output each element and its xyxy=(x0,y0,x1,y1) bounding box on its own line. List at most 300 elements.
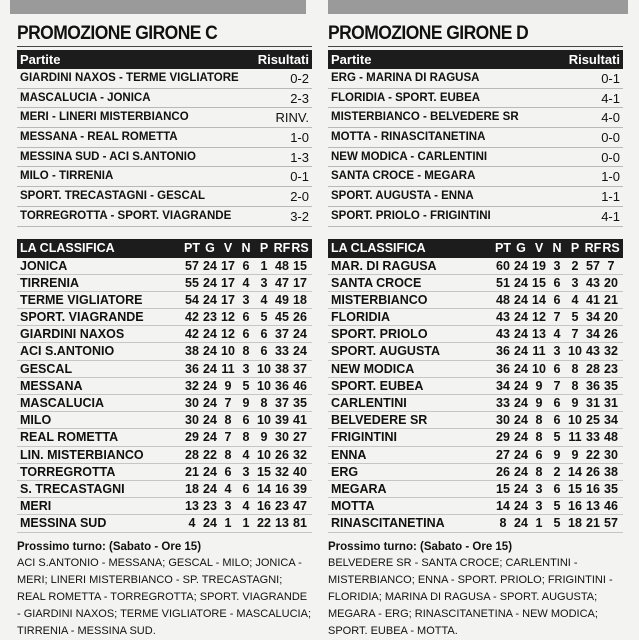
stat-n: 3 xyxy=(242,361,250,376)
stat-p: 9 xyxy=(571,447,579,462)
stat-p: 6 xyxy=(260,344,268,359)
stat-n: 6 xyxy=(553,481,561,496)
stat-rs: 32 xyxy=(604,344,618,359)
stat-n: 6 xyxy=(242,310,250,325)
match-score: 1-0 xyxy=(290,130,309,146)
column-header-p: P xyxy=(259,241,269,255)
stat-g: 24 xyxy=(203,413,217,428)
stat-rf: 16 xyxy=(275,481,289,496)
stat-g: 24 xyxy=(203,258,217,273)
stat-v: 9 xyxy=(224,378,232,393)
stat-g: 24 xyxy=(203,481,217,496)
stat-v: 10 xyxy=(221,344,235,359)
column-header-n: N xyxy=(241,241,251,255)
girone-c-panel xyxy=(17,22,312,640)
team-name: S. TRECASTAGNI xyxy=(20,481,125,496)
stat-rf: 33 xyxy=(586,430,600,445)
stat-pt: 30 xyxy=(496,413,510,428)
stat-v: 17 xyxy=(221,258,235,273)
stat-g: 24 xyxy=(514,413,528,428)
results-list xyxy=(17,69,312,227)
stat-n: 3 xyxy=(553,258,561,273)
match-score: 1-0 xyxy=(601,169,620,185)
stat-pt: 54 xyxy=(185,292,199,307)
stat-rf: 31 xyxy=(586,396,600,410)
stat-rs: 7 xyxy=(607,258,615,273)
stat-p: 8 xyxy=(571,361,579,376)
team-name: LIN. MISTERBIANCO xyxy=(20,447,144,462)
stat-v: 12 xyxy=(221,327,235,342)
column-header-g: G xyxy=(516,241,526,255)
standings-row xyxy=(328,395,623,412)
stat-g: 24 xyxy=(514,430,528,445)
stat-pt: 55 xyxy=(185,275,199,290)
standings-row xyxy=(17,258,312,275)
stat-pt: 34 xyxy=(496,378,510,393)
stat-g: 24 xyxy=(514,361,528,376)
stat-v: 12 xyxy=(221,310,235,325)
stat-p: 7 xyxy=(571,327,579,342)
stat-n: 6 xyxy=(242,481,250,496)
stat-rs: 35 xyxy=(293,396,307,410)
stat-v: 7 xyxy=(224,396,232,410)
standings-row xyxy=(328,343,623,360)
stat-pt: 51 xyxy=(496,275,510,290)
team-name: FRIGINTINI xyxy=(331,430,397,445)
standings-row xyxy=(17,412,312,429)
team-name: SPORT. PRIOLO xyxy=(331,327,428,342)
stat-pt: 36 xyxy=(496,361,510,376)
stat-v: 13 xyxy=(532,327,546,342)
stat-p: 5 xyxy=(571,310,579,325)
stat-p: 8 xyxy=(571,378,579,393)
stat-n: 2 xyxy=(553,464,561,479)
stat-rs: 23 xyxy=(604,361,618,376)
stat-pt: 33 xyxy=(496,396,510,410)
stat-rf: 26 xyxy=(275,447,289,462)
stat-p: 4 xyxy=(571,292,579,307)
stat-rs: 48 xyxy=(604,430,618,445)
next-round-label: Prossimo turno: (Sabato - Ore 15) xyxy=(328,540,513,553)
stat-p: 4 xyxy=(260,292,268,307)
stat-p: 9 xyxy=(571,396,579,410)
match-name: GIARDINI NAXOS - TERME VIGLIATORE xyxy=(20,72,239,84)
standings-row xyxy=(17,309,312,326)
stat-v: 4 xyxy=(224,481,232,496)
stat-g: 22 xyxy=(203,447,217,462)
stat-g: 24 xyxy=(514,292,528,307)
team-name: REAL ROMETTA xyxy=(20,430,119,445)
match-name: SPORT. AUGUSTA - ENNA xyxy=(331,190,474,203)
results-list xyxy=(328,69,623,227)
stat-rs: 26 xyxy=(604,327,618,342)
result-row xyxy=(17,108,312,128)
stat-rf: 23 xyxy=(275,499,289,514)
result-row xyxy=(17,187,312,207)
team-name: MERI xyxy=(20,499,52,514)
stat-g: 24 xyxy=(203,464,217,479)
standings-row xyxy=(328,326,623,343)
result-row xyxy=(328,207,623,227)
stat-rs: 31 xyxy=(604,396,618,410)
team-name: ACI S.ANTONIO xyxy=(20,344,115,359)
stat-n: 4 xyxy=(553,327,561,342)
standings-row xyxy=(17,515,312,532)
match-score: 4-1 xyxy=(601,208,620,224)
match-score: 1-1 xyxy=(601,189,620,205)
team-name: MEGARA xyxy=(331,481,387,496)
stat-rf: 16 xyxy=(586,481,600,496)
stat-p: 16 xyxy=(257,499,271,514)
match-name: MESSANA - REAL ROMETTA xyxy=(20,131,178,144)
stat-rf: 34 xyxy=(586,327,600,342)
stat-n: 6 xyxy=(553,396,561,410)
stat-rf: 48 xyxy=(275,258,289,273)
stat-rs: 20 xyxy=(604,310,618,325)
stat-g: 24 xyxy=(514,378,528,393)
stat-rf: 30 xyxy=(275,430,289,445)
stat-rs: 57 xyxy=(604,516,618,531)
team-name: ENNA xyxy=(331,447,367,462)
stat-v: 11 xyxy=(532,344,546,359)
column-header-rs: RS xyxy=(291,241,309,255)
result-row xyxy=(328,108,623,128)
stat-rs: 34 xyxy=(604,413,618,428)
standings-title: LA CLASSIFICA xyxy=(20,241,115,255)
result-row xyxy=(328,148,623,168)
stat-n: 8 xyxy=(242,430,250,445)
stat-v: 3 xyxy=(224,499,232,514)
section-title: PROMOZIONE GIRONE C xyxy=(17,23,218,44)
stat-p: 11 xyxy=(568,430,582,445)
stat-n: 3 xyxy=(242,292,250,307)
stat-rf: 38 xyxy=(275,361,289,376)
stat-rs: 17 xyxy=(293,275,307,290)
stat-v: 7 xyxy=(224,430,232,445)
stat-rs: 18 xyxy=(293,292,307,307)
column-header-g: G xyxy=(205,241,215,255)
stat-v: 8 xyxy=(535,464,543,479)
team-name: SPORT. AUGUSTA xyxy=(331,344,441,359)
match-name: MERI - LINERI MISTERBIANCO xyxy=(20,111,189,124)
stat-pt: 27 xyxy=(496,447,510,462)
stat-rf: 43 xyxy=(586,275,600,290)
standings-title: LA CLASSIFICA xyxy=(331,241,426,255)
stat-pt: 43 xyxy=(496,327,510,342)
standings-header xyxy=(328,239,623,258)
stat-rs: 35 xyxy=(604,481,618,496)
top-bar-left xyxy=(10,0,306,14)
stat-rs: 47 xyxy=(293,499,307,514)
stat-rs: 35 xyxy=(604,378,618,393)
stat-n: 3 xyxy=(242,464,250,479)
stat-v: 14 xyxy=(532,292,546,307)
match-name: MASCALUCIA - JONICA xyxy=(20,91,151,104)
stat-rf: 33 xyxy=(275,344,289,359)
stat-n: 6 xyxy=(553,361,561,376)
team-name: TERME VIGLIATORE xyxy=(20,292,143,307)
stat-rf: 39 xyxy=(275,413,289,428)
stat-rf: 47 xyxy=(275,275,289,290)
standings-header xyxy=(17,239,312,258)
stat-v: 6 xyxy=(224,464,232,479)
standings-row xyxy=(328,361,623,378)
stat-pt: 13 xyxy=(185,499,199,514)
standings-row xyxy=(328,515,623,532)
result-row xyxy=(328,128,623,148)
stat-rf: 13 xyxy=(275,516,289,531)
match-score: 0-0 xyxy=(601,149,620,165)
stat-pt: 29 xyxy=(185,430,199,445)
match-name: SANTA CROCE - MEGARA xyxy=(331,170,476,183)
stat-v: 17 xyxy=(221,275,235,290)
stat-rf: 36 xyxy=(275,378,289,393)
stat-pt: 38 xyxy=(185,344,199,359)
stat-n: 4 xyxy=(242,447,250,462)
stat-pt: 32 xyxy=(185,378,199,393)
girone-d-panel xyxy=(328,22,623,640)
stat-g: 24 xyxy=(514,327,528,342)
result-row xyxy=(17,207,312,227)
stat-v: 17 xyxy=(221,292,235,307)
match-name: SPORT. TRECASTAGNI - GESCAL xyxy=(20,190,206,203)
team-name: MASCALUCIA xyxy=(20,396,105,410)
stat-rs: 21 xyxy=(604,292,618,307)
standings-row xyxy=(328,258,623,275)
team-name: ERG xyxy=(331,464,359,479)
results-column-header: Risultati xyxy=(257,52,309,67)
stat-p: 10 xyxy=(257,378,271,393)
stat-pt: 57 xyxy=(185,258,199,273)
standings-row xyxy=(328,429,623,446)
team-name: GIARDINI NAXOS xyxy=(20,327,125,342)
stat-rs: 15 xyxy=(293,258,307,273)
matches-column-header: Partite xyxy=(20,52,61,67)
stat-n: 6 xyxy=(242,258,250,273)
stat-g: 24 xyxy=(514,447,528,462)
stat-p: 8 xyxy=(260,396,268,410)
next-round-text: ACI S.ANTONIO - MESSANA; GESCAL - MILO; JONICA - MERI; LINERI MISTERBIANCO - SP. TRECASTAGNI; REAL ROMETTA - TORREGROTTA; SPORT. VIAGRANDE - GIARDINI NAXOS; TERME VIGLIATORE - MASCALUCIA; TIRRENIA - MESSINA SUD. xyxy=(17,556,311,637)
stat-v: 3 xyxy=(535,499,543,514)
stat-n: 4 xyxy=(242,275,250,290)
stat-rs: 46 xyxy=(293,378,307,393)
stat-g: 24 xyxy=(203,516,217,531)
stat-p: 15 xyxy=(568,481,582,496)
stat-pt: 60 xyxy=(496,258,510,273)
stat-rf: 25 xyxy=(586,413,600,428)
stat-p: 10 xyxy=(568,413,582,428)
stat-pt: 15 xyxy=(496,481,510,496)
stat-p: 10 xyxy=(257,413,271,428)
stat-rs: 38 xyxy=(604,464,618,479)
stat-n: 4 xyxy=(242,499,250,514)
stat-rs: 41 xyxy=(293,413,307,428)
stat-g: 24 xyxy=(203,361,217,376)
match-score: 2-0 xyxy=(290,189,309,205)
stat-n: 9 xyxy=(242,396,250,410)
match-score: 1-3 xyxy=(290,149,309,165)
standings-row xyxy=(328,498,623,515)
standings-row xyxy=(17,361,312,378)
team-name: NEW MODICA xyxy=(331,361,415,376)
result-row xyxy=(17,167,312,187)
stat-g: 24 xyxy=(514,481,528,496)
stat-v: 8 xyxy=(224,413,232,428)
standings-row xyxy=(328,447,623,464)
column-header-n: N xyxy=(552,241,562,255)
stat-v: 8 xyxy=(535,413,543,428)
stat-n: 1 xyxy=(242,516,250,531)
stat-rf: 49 xyxy=(275,292,289,307)
stat-v: 10 xyxy=(532,361,546,376)
column-header-rs: RS xyxy=(602,241,620,255)
stat-p: 15 xyxy=(257,464,271,479)
team-name: RINASCITANETINA xyxy=(331,516,445,531)
stat-n: 3 xyxy=(553,344,561,359)
standings-row xyxy=(328,481,623,498)
standings-row xyxy=(17,292,312,309)
stat-rf: 32 xyxy=(275,464,289,479)
stat-pt: 30 xyxy=(185,413,199,428)
stat-p: 1 xyxy=(260,258,268,273)
stat-g: 24 xyxy=(203,275,217,290)
stat-v: 19 xyxy=(532,258,546,273)
stat-g: 24 xyxy=(514,516,528,531)
match-score: 4-1 xyxy=(601,90,620,106)
match-score: 4-0 xyxy=(601,110,620,126)
team-name: JONICA xyxy=(20,258,68,273)
column-header-rf: RF xyxy=(584,241,602,255)
stat-pt: 28 xyxy=(185,447,199,462)
stat-g: 23 xyxy=(203,499,217,514)
section-title: PROMOZIONE GIRONE D xyxy=(328,23,529,44)
standings-row xyxy=(17,464,312,481)
stat-rs: 27 xyxy=(293,430,307,445)
stat-rf: 13 xyxy=(586,499,600,514)
stat-rf: 36 xyxy=(586,378,600,393)
stat-p: 10 xyxy=(568,344,582,359)
standings-row xyxy=(328,292,623,309)
column-header-pt: PT xyxy=(184,241,200,255)
stat-n: 6 xyxy=(553,413,561,428)
column-header-p: P xyxy=(570,241,580,255)
stat-g: 24 xyxy=(514,275,528,290)
result-row xyxy=(17,69,312,89)
match-name: MILO - TIRRENIA xyxy=(20,170,114,183)
team-name: MOTTA xyxy=(331,499,375,514)
standings-list xyxy=(328,258,623,533)
team-name: MESSANA xyxy=(20,378,83,393)
stat-g: 24 xyxy=(203,378,217,393)
stat-rs: 81 xyxy=(293,516,307,531)
standings-row xyxy=(17,429,312,446)
match-name: MISTERBIANCO - BELVEDERE SR xyxy=(331,111,519,124)
stat-p: 6 xyxy=(260,327,268,342)
team-name: BELVEDERE SR xyxy=(331,413,428,428)
team-name: MESSINA SUD xyxy=(20,516,107,531)
team-name: FLORIDIA xyxy=(331,310,391,325)
team-name: SANTA CROCE xyxy=(331,275,422,290)
standings-row xyxy=(328,378,623,395)
stat-rf: 22 xyxy=(586,447,600,462)
stat-g: 24 xyxy=(203,292,217,307)
stat-g: 24 xyxy=(514,310,528,325)
stat-n: 5 xyxy=(242,378,250,393)
result-row xyxy=(328,187,623,207)
standings-row xyxy=(328,275,623,292)
stat-n: 5 xyxy=(553,430,561,445)
stat-rs: 46 xyxy=(604,499,618,514)
stat-rs: 24 xyxy=(293,327,307,342)
stat-v: 1 xyxy=(535,516,543,531)
stat-n: 6 xyxy=(242,413,250,428)
standings-row xyxy=(17,395,312,412)
stat-v: 15 xyxy=(532,275,546,290)
stat-p: 14 xyxy=(568,464,582,479)
stat-v: 6 xyxy=(535,447,543,462)
stat-v: 8 xyxy=(224,447,232,462)
stat-rf: 21 xyxy=(586,516,600,531)
stat-pt: 4 xyxy=(188,516,196,531)
stat-rs: 30 xyxy=(604,447,618,462)
results-column-header: Risultati xyxy=(568,52,620,67)
stat-p: 10 xyxy=(257,447,271,462)
team-name: CARLENTINI xyxy=(331,396,407,410)
stat-pt: 36 xyxy=(496,344,510,359)
standings-row xyxy=(17,447,312,464)
stat-pt: 42 xyxy=(185,327,199,342)
standings-row xyxy=(328,464,623,481)
stat-n: 7 xyxy=(553,310,561,325)
results-header xyxy=(17,50,312,69)
stat-v: 9 xyxy=(535,378,543,393)
team-name: MISTERBIANCO xyxy=(331,292,428,307)
match-score: 0-1 xyxy=(290,169,309,185)
stat-p: 18 xyxy=(568,516,582,531)
stat-v: 12 xyxy=(532,310,546,325)
stat-p: 10 xyxy=(257,361,271,376)
team-name: TIRRENIA xyxy=(20,275,80,290)
stat-pt: 8 xyxy=(499,516,507,531)
stat-rs: 32 xyxy=(293,447,307,462)
stat-pt: 48 xyxy=(496,292,510,307)
stat-pt: 14 xyxy=(496,499,510,514)
match-score: 0-2 xyxy=(290,71,309,86)
stat-rs: 26 xyxy=(293,310,307,325)
stat-rf: 37 xyxy=(275,327,289,342)
results-header xyxy=(328,50,623,69)
stat-v: 11 xyxy=(221,361,235,376)
stat-rf: 41 xyxy=(586,292,600,307)
stat-rf: 28 xyxy=(586,361,600,376)
stat-rf: 37 xyxy=(275,396,289,410)
stat-rf: 34 xyxy=(586,310,600,325)
stat-g: 24 xyxy=(203,344,217,359)
standings-row xyxy=(328,309,623,326)
stat-pt: 30 xyxy=(185,396,199,410)
stat-rs: 39 xyxy=(293,481,307,496)
result-row xyxy=(328,167,623,187)
stat-p: 3 xyxy=(260,275,268,290)
match-name: NEW MODICA - CARLENTINI xyxy=(331,150,488,163)
match-name: SPORT. PRIOLO - FRIGINTINI xyxy=(331,209,491,222)
top-bar-right xyxy=(328,0,628,14)
standings-row xyxy=(17,343,312,360)
stat-pt: 36 xyxy=(185,361,199,376)
stat-n: 7 xyxy=(553,378,561,393)
column-header-pt: PT xyxy=(495,241,511,255)
team-name: SPORT. EUBEA xyxy=(331,378,424,393)
